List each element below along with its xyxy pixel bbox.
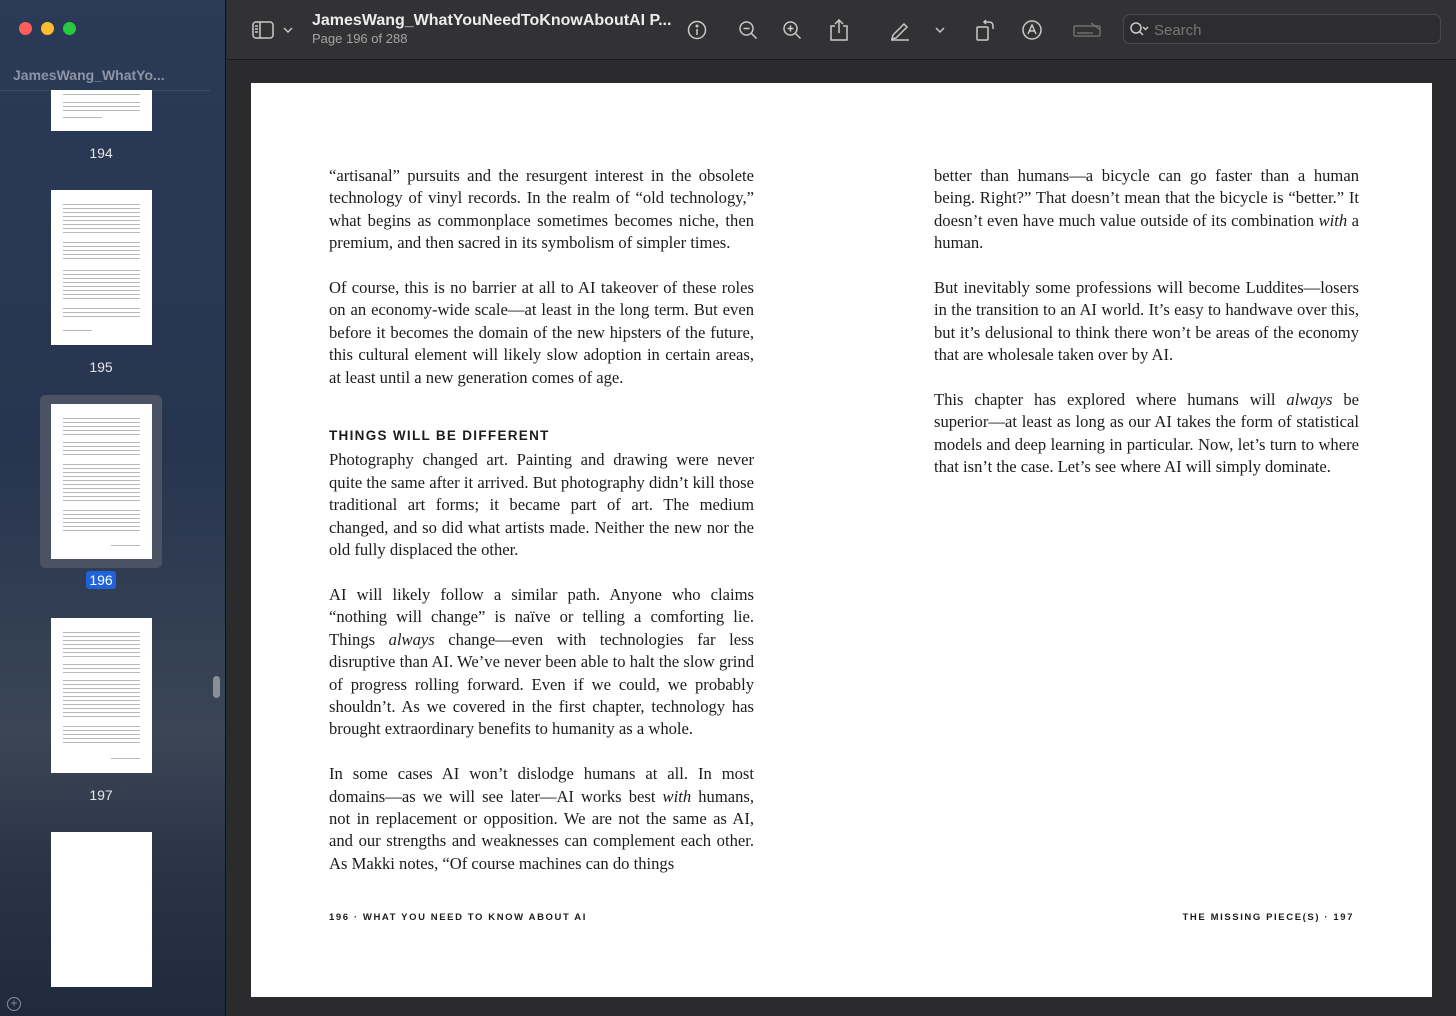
- sidebar-icon[interactable]: [251, 18, 275, 42]
- search-placeholder: Search: [1154, 22, 1202, 39]
- chevron-down-icon[interactable]: [933, 18, 947, 42]
- search-input[interactable]: [1123, 14, 1441, 44]
- thumbnail-page-194[interactable]: [40, 90, 162, 170]
- paragraph: “artisanal” pursuits and the resurgent interest in the obsolete technology of vinyl records. In the realm of “old technology,” what begins as commonplace sometimes becomes niche, then premium, and then sacred in its symbolism of simpler times.: [329, 166, 754, 253]
- zoom-window-button[interactable]: [63, 22, 76, 35]
- thumbnail-image: [51, 618, 152, 773]
- right-page-footer: THE MISSING PIECE(S) · 197: [1182, 912, 1354, 923]
- thumbnail-page-196[interactable]: [40, 395, 162, 568]
- close-window-button[interactable]: [19, 22, 32, 35]
- markup-pen-icon[interactable]: [888, 18, 912, 42]
- left-page-text: [329, 165, 754, 898]
- right-page-text: [934, 165, 1359, 501]
- section-heading: THINGS WILL BE DIFFERENT: [329, 428, 550, 444]
- zoom-in-icon[interactable]: [780, 18, 804, 42]
- zoom-out-icon[interactable]: [736, 18, 760, 42]
- paragraph: better than humans—a bicycle can go faster than a human being. Right?” That doesn’t mean that the bicycle is “better.” It doesn’t even have much value outside of its combination with a human.: [934, 166, 1359, 253]
- thumbnail-label: 194: [89, 145, 113, 161]
- search-icon: [1128, 19, 1150, 39]
- thumbnail-image: [51, 190, 152, 345]
- thumbnail-image: [51, 90, 152, 131]
- sidebar-document-title: JamesWang_WhatYo...: [13, 67, 165, 83]
- markup-circle-icon[interactable]: [1020, 18, 1044, 42]
- left-page-footer: 196 · WHAT YOU NEED TO KNOW ABOUT AI: [329, 912, 587, 923]
- thumbnail-image: [51, 404, 152, 559]
- thumbnail-image: [51, 832, 152, 987]
- form-fill-icon[interactable]: [1072, 18, 1102, 42]
- add-page-icon[interactable]: +: [7, 997, 21, 1011]
- paragraph: This chapter has explored where humans will always be superior—at least as long as our AI takes the form of statistical models and deep learning in particular. Now, let’s turn to where that isn’t the case. Let’s see where AI will simply dominate.: [934, 390, 1360, 477]
- rotate-icon[interactable]: [973, 18, 997, 42]
- sidebar-scrollbar[interactable]: [213, 676, 220, 698]
- toolbar: [227, 0, 1456, 60]
- thumbnail-page-197[interactable]: [40, 618, 162, 808]
- minimize-window-button[interactable]: [41, 22, 54, 35]
- page-indicator: Page 196 of 288: [312, 31, 408, 46]
- chevron-down-icon[interactable]: [281, 18, 295, 42]
- paragraph: But inevitably some professions will become Luddites—losers in the transition to an AI world. It’s easy to handwave over this, but it’s delusional to think there won’t be areas of the economy that are wholesale taken over by AI.: [934, 278, 1359, 365]
- thumbnail-label: 195: [89, 359, 113, 375]
- paragraph: Of course, this is no barrier at all to AI takeover of these roles on an economy-wide scale—at least in the long term. But even before it becomes the domain of the new hipsters of the future, this cultural element will likely slow adoption in certain areas, at least until a new generation comes of age.: [329, 278, 754, 387]
- pdf-page-spread[interactable]: [251, 83, 1432, 997]
- thumbnail-page-198[interactable]: [40, 832, 162, 992]
- thumbnail-label: 197: [89, 787, 113, 803]
- paragraph: In some cases AI won’t dislodge humans at all. In most domains—as we will see later—AI works best with humans, not in replacement or opposition. We are not the same as AI, and our strengths and weaknesses can complement each other. As Makki notes, “Of course machines can do things: [329, 764, 754, 873]
- share-icon[interactable]: [827, 18, 851, 42]
- document-canvas[interactable]: [227, 61, 1456, 1016]
- thumbnail-page-195[interactable]: [40, 190, 162, 380]
- paragraph: AI will likely follow a similar path. Anyone who claims “nothing will change” is naïve or telling a comforting lie. Things always change—even with technologies far less disruptive than AI. We’ve never been able to halt the slow grind of progress rolling forward. Even if we could, we probably shouldn’t. As we covered in the first chapter, technology has brought extraordinary benefits to humanity as a whole.: [329, 584, 754, 739]
- paragraph: Photography changed art. Painting and drawing were never quite the same after it arrived. But photography didn’t kill those traditional art forms; it became part of art. The medium changed, and so did what artists made. Neither the new nor the old fully displaced the other.: [329, 450, 754, 560]
- thumbnail-label-selected: 196: [40, 572, 162, 588]
- document-title: JamesWang_WhatYouNeedToKnowAboutAI P...: [312, 12, 672, 29]
- info-icon[interactable]: [685, 18, 709, 42]
- thumbnail-sidebar: [0, 0, 226, 1016]
- window-controls: [19, 22, 76, 35]
